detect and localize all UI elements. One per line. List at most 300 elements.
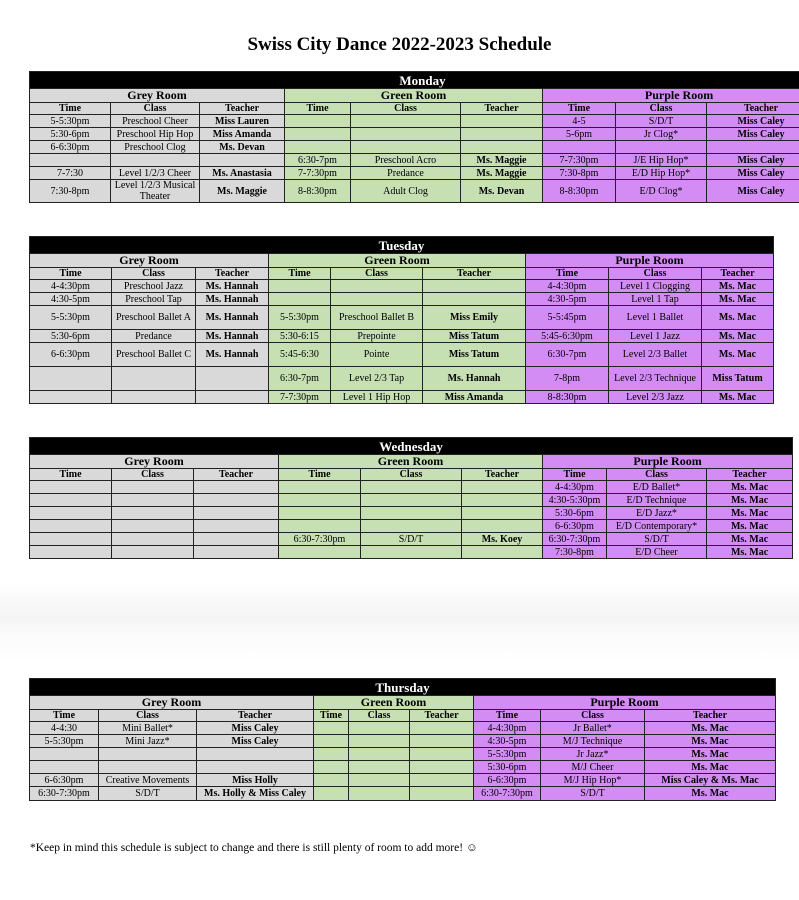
- class-cell: Level 1 Tap: [609, 293, 702, 306]
- class-cell: [112, 494, 194, 507]
- teacher-cell: Miss Caley: [707, 180, 799, 203]
- time-cell: [30, 391, 112, 404]
- time-cell: [314, 787, 349, 801]
- teacher-cell: [194, 533, 279, 546]
- teacher-cell: Ms. Devan: [461, 180, 543, 203]
- footnote: *Keep in mind this schedule is subject to change and there is still plenty of room to add more! ☺: [30, 842, 478, 854]
- day-title: Wednesday: [30, 438, 793, 455]
- teacher-cell: Ms. Maggie: [461, 154, 543, 167]
- time-cell: [30, 761, 99, 774]
- class-cell: [112, 533, 194, 546]
- teacher-cell: [462, 546, 543, 559]
- teacher-cell: Ms. Hannah: [423, 367, 526, 391]
- time-cell: 4-4:30pm: [474, 722, 541, 735]
- class-cell: Jr Jazz*: [541, 748, 645, 761]
- class-header: Class: [331, 268, 423, 280]
- schedule-row: [30, 280, 774, 293]
- teacher-cell: Ms. Mac: [702, 343, 774, 367]
- teacher-cell: Ms. Mac: [645, 748, 776, 761]
- schedule-row: [30, 735, 776, 748]
- class-cell: Level 1 Hip Hop: [331, 391, 423, 404]
- schedule-row: [30, 367, 774, 391]
- time-cell: 7:30-8pm: [543, 546, 607, 559]
- time-header: Time: [30, 710, 99, 722]
- time-cell: 7-7:30pm: [269, 391, 331, 404]
- teacher-cell: [461, 141, 543, 154]
- wednesday-table: [29, 437, 793, 559]
- class-header: Class: [361, 469, 462, 481]
- teacher-cell: Miss Caley & Ms. Mac: [645, 774, 776, 787]
- time-cell: 6-6:30pm: [30, 141, 111, 154]
- time-cell: 4-4:30pm: [543, 481, 607, 494]
- class-cell: M/J Cheer: [541, 761, 645, 774]
- class-cell: [351, 141, 461, 154]
- class-cell: Level 1 Jazz: [609, 330, 702, 343]
- monday-table: [29, 71, 799, 203]
- teacher-cell: Ms. Mac: [707, 481, 793, 494]
- teacher-cell: [410, 774, 474, 787]
- time-cell: 5:45-6:30pm: [526, 330, 609, 343]
- class-cell: Level 1 Ballet: [609, 306, 702, 330]
- time-cell: [279, 507, 361, 520]
- teacher-cell: [196, 367, 269, 391]
- purple-room-header: Purple Room: [526, 254, 774, 268]
- purple-room-header: Purple Room: [543, 455, 793, 469]
- time-cell: 7-8pm: [526, 367, 609, 391]
- page-smudge: [0, 582, 799, 662]
- teacher-cell: [410, 748, 474, 761]
- time-cell: 4-4:30pm: [526, 280, 609, 293]
- time-cell: 4:30-5pm: [30, 293, 112, 306]
- time-header: Time: [30, 469, 112, 481]
- class-header: Class: [609, 268, 702, 280]
- teacher-cell: [462, 507, 543, 520]
- schedule-row: [30, 481, 793, 494]
- class-cell: Adult Clog: [351, 180, 461, 203]
- class-cell: Preschool Ballet B: [331, 306, 423, 330]
- time-header: Time: [526, 268, 609, 280]
- time-cell: [314, 761, 349, 774]
- teacher-cell: [194, 520, 279, 533]
- class-cell: [331, 280, 423, 293]
- time-cell: 5-5:30pm: [474, 748, 541, 761]
- teacher-cell: Ms. Holly & Miss Caley: [197, 787, 314, 801]
- teacher-cell: Miss Caley: [707, 128, 799, 141]
- time-cell: 4-5: [543, 115, 616, 128]
- class-cell: Preschool Clog: [111, 141, 200, 154]
- teacher-header: Teacher: [707, 103, 799, 115]
- time-cell: 8-8:30pm: [526, 391, 609, 404]
- teacher-cell: Miss Caley: [707, 167, 799, 180]
- teacher-cell: Ms. Anastasia: [200, 167, 285, 180]
- class-cell: Predance: [351, 167, 461, 180]
- class-cell: Preschool Jazz: [112, 280, 196, 293]
- teacher-cell: Miss Caley: [707, 115, 799, 128]
- time-cell: [30, 494, 112, 507]
- time-cell: 5-5:30pm: [30, 735, 99, 748]
- class-cell: Mini Jazz*: [99, 735, 197, 748]
- schedule-row: [30, 293, 774, 306]
- class-cell: E/D Jazz*: [607, 507, 707, 520]
- teacher-cell: Miss Caley: [197, 722, 314, 735]
- teacher-header: Teacher: [461, 103, 543, 115]
- time-cell: 5:30-6pm: [30, 128, 111, 141]
- class-cell: Prepointe: [331, 330, 423, 343]
- time-cell: 4:30-5pm: [526, 293, 609, 306]
- monday-schedule: [29, 71, 785, 203]
- teacher-cell: Ms. Mac: [702, 280, 774, 293]
- teacher-cell: Miss Tatum: [702, 367, 774, 391]
- teacher-cell: [707, 141, 799, 154]
- class-header: Class: [111, 103, 200, 115]
- teacher-cell: [410, 735, 474, 748]
- teacher-cell: Miss Emily: [423, 306, 526, 330]
- grey-room-header: Grey Room: [30, 696, 314, 710]
- teacher-cell: Ms. Hannah: [196, 280, 269, 293]
- time-cell: [314, 722, 349, 735]
- class-cell: S/D/T: [541, 787, 645, 801]
- time-cell: 6:30-7:30pm: [30, 787, 99, 801]
- day-title: Thursday: [30, 679, 776, 696]
- teacher-cell: Ms. Hannah: [196, 330, 269, 343]
- schedule-row: [30, 154, 799, 167]
- time-cell: [30, 367, 112, 391]
- teacher-cell: [410, 761, 474, 774]
- time-header: Time: [30, 268, 112, 280]
- time-cell: [285, 128, 351, 141]
- class-cell: Preschool Cheer: [111, 115, 200, 128]
- thursday-schedule: [29, 678, 773, 801]
- class-cell: [349, 761, 410, 774]
- time-cell: 6-6:30pm: [30, 343, 112, 367]
- teacher-cell: [410, 722, 474, 735]
- class-cell: E/D Hip Hop*: [616, 167, 707, 180]
- teacher-header: Teacher: [410, 710, 474, 722]
- teacher-cell: [194, 481, 279, 494]
- time-cell: [285, 115, 351, 128]
- class-cell: Predance: [112, 330, 196, 343]
- teacher-cell: Ms. Maggie: [461, 167, 543, 180]
- class-cell: [112, 507, 194, 520]
- class-cell: Level 2/3 Jazz: [609, 391, 702, 404]
- schedule-row: [30, 180, 799, 203]
- teacher-cell: [462, 481, 543, 494]
- tuesday-table: [29, 236, 774, 404]
- schedule-row: [30, 787, 776, 801]
- time-cell: [314, 735, 349, 748]
- tuesday-schedule: [29, 236, 773, 404]
- class-cell: [331, 293, 423, 306]
- class-cell: Level 1/2/3 Musical Theater: [111, 180, 200, 203]
- teacher-header: Teacher: [196, 268, 269, 280]
- class-cell: [361, 481, 462, 494]
- time-cell: [30, 520, 112, 533]
- time-cell: 6:30-7pm: [269, 367, 331, 391]
- time-cell: 5:45-6:30: [269, 343, 331, 367]
- schedule-row: [30, 141, 799, 154]
- time-cell: 5-6pm: [543, 128, 616, 141]
- time-cell: 5-5:30pm: [269, 306, 331, 330]
- time-header: Time: [543, 469, 607, 481]
- time-cell: 8-8:30pm: [543, 180, 616, 203]
- time-cell: [30, 481, 112, 494]
- teacher-cell: Ms. Mac: [702, 293, 774, 306]
- wednesday-schedule: [29, 437, 773, 559]
- time-cell: 7-7:30pm: [543, 154, 616, 167]
- class-cell: Pointe: [331, 343, 423, 367]
- teacher-cell: Miss Amanda: [200, 128, 285, 141]
- green-room-header: Green Room: [285, 89, 543, 103]
- teacher-cell: Ms. Hannah: [196, 343, 269, 367]
- purple-room-header: Purple Room: [543, 89, 799, 103]
- class-cell: S/D/T: [616, 115, 707, 128]
- time-cell: [30, 533, 112, 546]
- class-cell: [349, 787, 410, 801]
- teacher-cell: Miss Caley: [197, 735, 314, 748]
- teacher-cell: Ms. Mac: [707, 494, 793, 507]
- schedule-row: [30, 391, 774, 404]
- teacher-cell: [196, 391, 269, 404]
- teacher-cell: Ms. Mac: [707, 533, 793, 546]
- class-header: Class: [607, 469, 707, 481]
- class-cell: [351, 115, 461, 128]
- teacher-cell: [197, 761, 314, 774]
- schedule-row: [30, 520, 793, 533]
- schedule-row: [30, 128, 799, 141]
- page-title: Swiss City Dance 2022-2023 Schedule: [247, 34, 552, 55]
- class-header: Class: [99, 710, 197, 722]
- time-cell: [279, 520, 361, 533]
- teacher-cell: [194, 494, 279, 507]
- time-cell: 6:30-7:30pm: [474, 787, 541, 801]
- class-cell: Jr Clog*: [616, 128, 707, 141]
- time-cell: 8-8:30pm: [285, 180, 351, 203]
- teacher-header: Teacher: [702, 268, 774, 280]
- time-header: Time: [279, 469, 361, 481]
- class-cell: Preschool Hip Hop: [111, 128, 200, 141]
- teacher-header: Teacher: [194, 469, 279, 481]
- time-cell: 6:30-7:30pm: [543, 533, 607, 546]
- time-cell: [314, 748, 349, 761]
- teacher-cell: [194, 546, 279, 559]
- class-cell: S/D/T: [99, 787, 197, 801]
- class-cell: [112, 391, 196, 404]
- class-cell: Preschool Ballet C: [112, 343, 196, 367]
- time-cell: 6-6:30pm: [474, 774, 541, 787]
- time-cell: [279, 546, 361, 559]
- class-cell: E/D Ballet*: [607, 481, 707, 494]
- time-cell: 7-7:30: [30, 167, 111, 180]
- time-cell: 6:30-7pm: [285, 154, 351, 167]
- class-header: Class: [616, 103, 707, 115]
- schedule-row: [30, 722, 776, 735]
- time-cell: [30, 507, 112, 520]
- teacher-cell: [194, 507, 279, 520]
- schedule-row: [30, 546, 793, 559]
- class-cell: Level 2/3 Tap: [331, 367, 423, 391]
- time-cell: 6:30-7pm: [526, 343, 609, 367]
- teacher-cell: Ms. Mac: [645, 787, 776, 801]
- teacher-cell: [197, 748, 314, 761]
- teacher-cell: Ms. Mac: [645, 735, 776, 748]
- teacher-cell: [461, 128, 543, 141]
- schedule-row: [30, 748, 776, 761]
- teacher-cell: Ms. Mac: [645, 761, 776, 774]
- class-header: Class: [112, 469, 194, 481]
- teacher-cell: Miss Lauren: [200, 115, 285, 128]
- schedule-row: [30, 761, 776, 774]
- class-cell: M/J Hip Hop*: [541, 774, 645, 787]
- teacher-cell: Miss Tatum: [423, 343, 526, 367]
- teacher-cell: Miss Holly: [197, 774, 314, 787]
- time-cell: 5:30-6pm: [474, 761, 541, 774]
- teacher-cell: Miss Tatum: [423, 330, 526, 343]
- time-header: Time: [30, 103, 111, 115]
- teacher-header: Teacher: [645, 710, 776, 722]
- time-cell: 4-4:30: [30, 722, 99, 735]
- schedule-row: [30, 330, 774, 343]
- teacher-cell: [410, 787, 474, 801]
- teacher-cell: [462, 494, 543, 507]
- time-cell: [279, 481, 361, 494]
- grey-room-header: Grey Room: [30, 254, 269, 268]
- schedule-row: [30, 306, 774, 330]
- class-cell: Level 2/3 Technique: [609, 367, 702, 391]
- teacher-cell: Miss Amanda: [423, 391, 526, 404]
- teacher-cell: [423, 280, 526, 293]
- time-header: Time: [543, 103, 616, 115]
- class-cell: [361, 520, 462, 533]
- time-cell: 5-5:30pm: [30, 115, 111, 128]
- class-cell: E/D Cheer: [607, 546, 707, 559]
- class-cell: Level 1/2/3 Cheer: [111, 167, 200, 180]
- class-cell: [361, 507, 462, 520]
- teacher-header: Teacher: [200, 103, 285, 115]
- schedule-row: [30, 167, 799, 180]
- teacher-cell: [461, 115, 543, 128]
- teacher-cell: [423, 293, 526, 306]
- time-cell: [30, 154, 111, 167]
- class-cell: S/D/T: [607, 533, 707, 546]
- time-cell: [30, 546, 112, 559]
- class-cell: [112, 481, 194, 494]
- thursday-table: [29, 678, 776, 801]
- class-cell: S/D/T: [361, 533, 462, 546]
- teacher-cell: Ms. Mac: [702, 391, 774, 404]
- teacher-cell: Ms. Mac: [645, 722, 776, 735]
- time-cell: 7-7:30pm: [285, 167, 351, 180]
- grey-room-header: Grey Room: [30, 89, 285, 103]
- class-cell: J/E Hip Hop*: [616, 154, 707, 167]
- day-title: Tuesday: [30, 237, 774, 254]
- class-cell: Level 1 Clogging: [609, 280, 702, 293]
- time-cell: [269, 280, 331, 293]
- class-header: Class: [351, 103, 461, 115]
- purple-room-header: Purple Room: [474, 696, 776, 710]
- time-header: Time: [269, 268, 331, 280]
- time-cell: 5-5:30pm: [30, 306, 112, 330]
- teacher-cell: Ms. Koey: [462, 533, 543, 546]
- teacher-header: Teacher: [197, 710, 314, 722]
- class-cell: Preschool Acro: [351, 154, 461, 167]
- green-room-header: Green Room: [279, 455, 543, 469]
- class-cell: [616, 141, 707, 154]
- time-cell: [543, 141, 616, 154]
- schedule-row: [30, 115, 799, 128]
- class-cell: Preschool Tap: [112, 293, 196, 306]
- teacher-cell: Ms. Mac: [707, 546, 793, 559]
- class-cell: [99, 748, 197, 761]
- teacher-cell: [462, 520, 543, 533]
- class-cell: [361, 494, 462, 507]
- grey-room-header: Grey Room: [30, 455, 279, 469]
- time-cell: 6-6:30pm: [543, 520, 607, 533]
- time-cell: 4:30-5pm: [474, 735, 541, 748]
- teacher-cell: Ms. Mac: [702, 306, 774, 330]
- class-cell: [112, 520, 194, 533]
- time-cell: 5-5:45pm: [526, 306, 609, 330]
- class-cell: Preschool Ballet A: [112, 306, 196, 330]
- time-cell: 7:30-8pm: [30, 180, 111, 203]
- time-cell: 5:30-6pm: [543, 507, 607, 520]
- class-cell: [349, 722, 410, 735]
- schedule-row: [30, 507, 793, 520]
- class-cell: E/D Clog*: [616, 180, 707, 203]
- green-room-header: Green Room: [314, 696, 474, 710]
- teacher-header: Teacher: [423, 268, 526, 280]
- time-cell: 5:30-6:15: [269, 330, 331, 343]
- teacher-cell: Ms. Hannah: [196, 293, 269, 306]
- class-cell: [349, 735, 410, 748]
- time-cell: 5:30-6pm: [30, 330, 112, 343]
- class-cell: [349, 774, 410, 787]
- teacher-cell: Ms. Mac: [707, 507, 793, 520]
- class-cell: Creative Movements: [99, 774, 197, 787]
- teacher-header: Teacher: [462, 469, 543, 481]
- time-header: Time: [474, 710, 541, 722]
- teacher-cell: [200, 154, 285, 167]
- time-cell: 6-6:30pm: [30, 774, 99, 787]
- time-header: Time: [314, 710, 349, 722]
- class-cell: M/J Technique: [541, 735, 645, 748]
- class-header: Class: [541, 710, 645, 722]
- class-cell: [361, 546, 462, 559]
- class-cell: [111, 154, 200, 167]
- teacher-cell: Ms. Maggie: [200, 180, 285, 203]
- time-cell: 7:30-8pm: [543, 167, 616, 180]
- class-cell: E/D Contemporary*: [607, 520, 707, 533]
- time-cell: 6:30-7:30pm: [279, 533, 361, 546]
- time-cell: 4-4:30pm: [30, 280, 112, 293]
- schedule-row: [30, 343, 774, 367]
- teacher-cell: Ms. Mac: [702, 330, 774, 343]
- schedule-row: [30, 494, 793, 507]
- day-title: Monday: [30, 72, 799, 89]
- class-cell: Level 2/3 Ballet: [609, 343, 702, 367]
- class-cell: [112, 546, 194, 559]
- time-header: Time: [285, 103, 351, 115]
- class-cell: [349, 748, 410, 761]
- class-cell: E/D Technique: [607, 494, 707, 507]
- time-cell: [269, 293, 331, 306]
- teacher-cell: Miss Caley: [707, 154, 799, 167]
- class-cell: Jr Ballet*: [541, 722, 645, 735]
- class-cell: [112, 367, 196, 391]
- teacher-cell: Ms. Devan: [200, 141, 285, 154]
- time-cell: [285, 141, 351, 154]
- class-header: Class: [112, 268, 196, 280]
- schedule-row: [30, 533, 793, 546]
